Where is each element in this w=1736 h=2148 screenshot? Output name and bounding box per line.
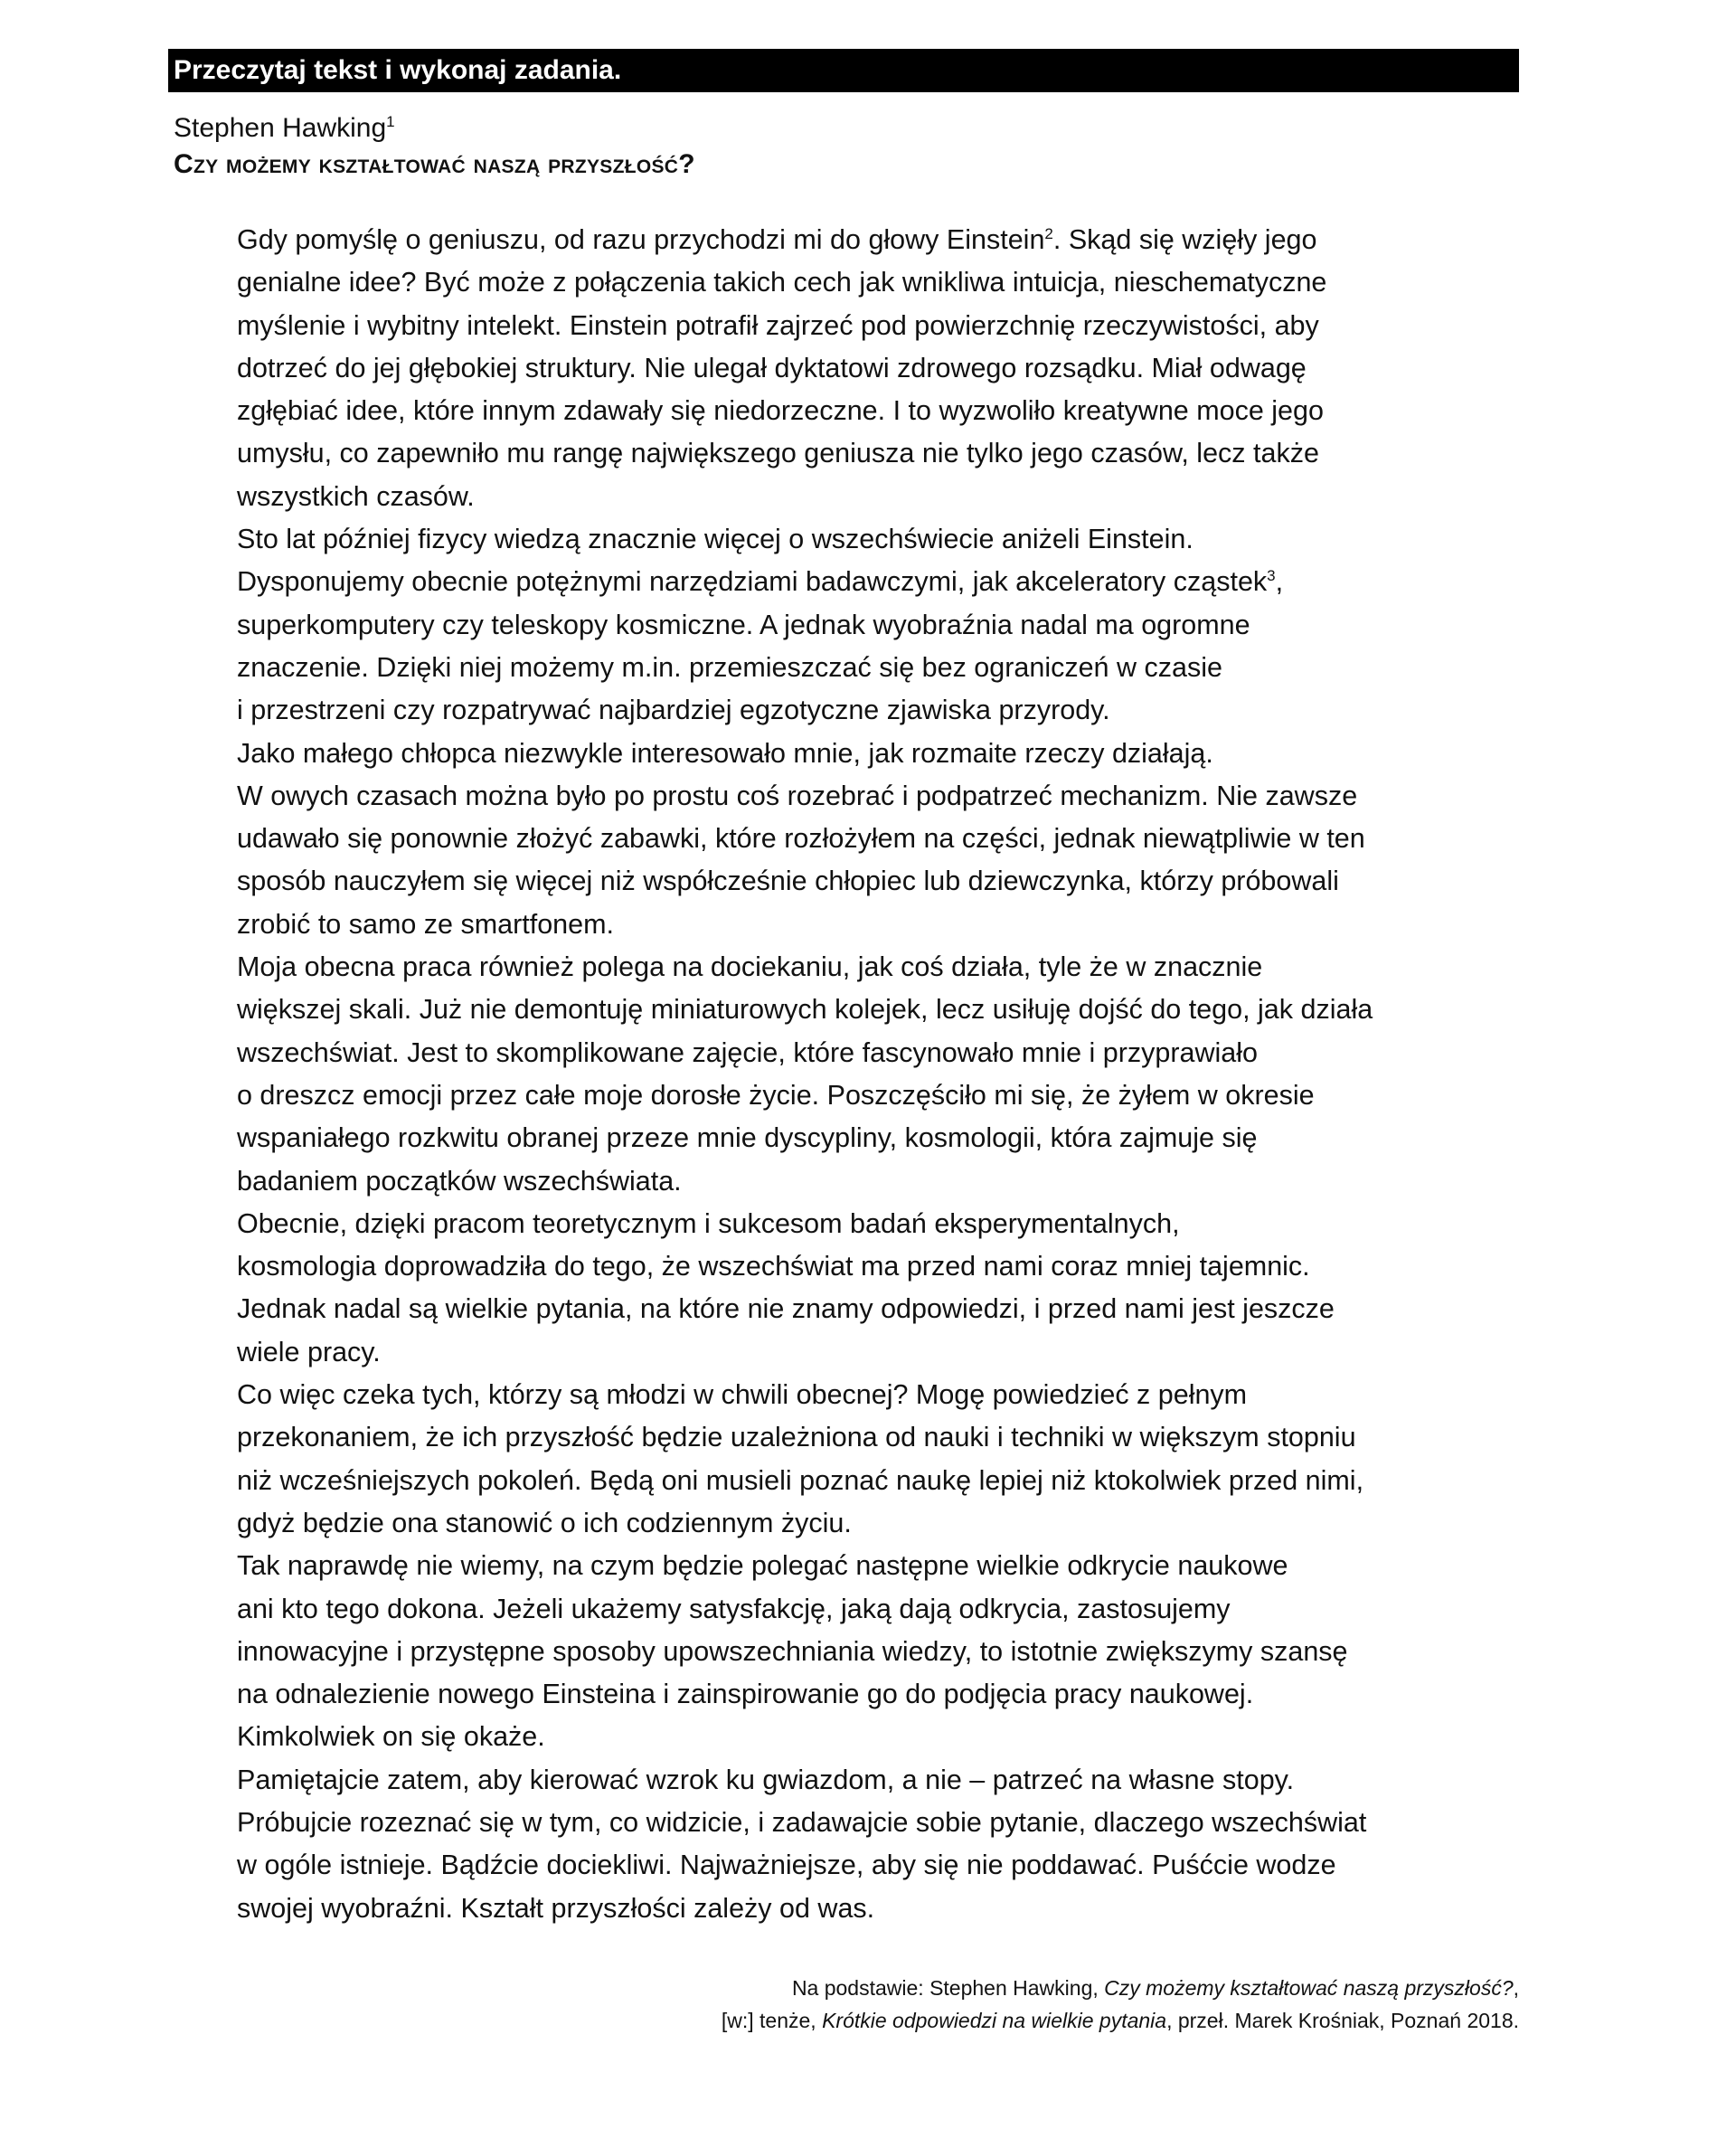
instruction-banner — [168, 49, 1519, 92]
text-line: Jako małego chłopca niezwykle interesowało mnie, jak rozmaite rzeczy działają. — [237, 737, 1213, 769]
text-line: myślenie i wybitny intelekt. Einstein potrafił zajrzeć pod powierzchnię rzeczywistości, aby — [237, 309, 1319, 341]
text-line: wszechświat. Jest to skomplikowane zajęcie, które fascynowało mnie i przyprawiało — [237, 1036, 1258, 1068]
text-line: sposób nauczyłem się więcej niż współcześnie chłopiec lub dziewczynka, którzy próbowali — [237, 866, 1339, 897]
text-line: Kimkolwiek on się okaże. — [237, 1721, 545, 1753]
paragraph-2 — [174, 518, 1519, 732]
citation-line-2 — [168, 2004, 1519, 2037]
text-line: Próbujcie rozeznać się w tym, co widzicie, i zadawajcie sobie pytanie, dlaczego wszechświat — [237, 1806, 1367, 1838]
paragraph-3 — [174, 733, 1519, 946]
paragraph-5 — [174, 1203, 1519, 1374]
text-line: gdyż będzie ona stanowić o ich codziennym życiu. — [237, 1507, 852, 1538]
text-line: przekonaniem, że ich przyszłość będzie uzależniona od nauki i techniki w większym stopniu — [237, 1422, 1356, 1453]
text-line: wszystkich czasów. — [237, 480, 475, 512]
text-line: Tak naprawdę nie wiemy, na czym będzie polegać następne wielkie odkrycie naukowe — [237, 1550, 1288, 1582]
paragraph-7 — [174, 1545, 1519, 1758]
text-line: wiele pracy. — [237, 1336, 381, 1367]
citation-line-1 — [168, 1972, 1519, 2004]
paragraph-4 — [174, 946, 1519, 1203]
text-line: zgłębiać idee, które innym zdawały się niedorzeczne. I to wyzwoliło kreatywne moce jego — [237, 395, 1324, 427]
text-line: wspaniałego rozkwitu obranej przeze mnie dyscypliny, kosmologii, która zajmuje się — [237, 1122, 1258, 1154]
text-segment: . Skąd się wzięły jego — [1052, 224, 1317, 255]
text-line: znaczenie. Dzięki niej możemy m.in. przemieszczać się bez ograniczeń w czasie — [237, 651, 1222, 683]
text-line: umysłu, co zapewniło mu rangę największego geniusza nie tylko jego czasów, lecz także — [237, 438, 1319, 469]
author-line — [174, 110, 1519, 147]
text-segment: Gdy pomyślę o geniuszu, od razu przychodzi mi do głowy Einstein — [237, 224, 1045, 255]
text-line: dotrzeć do jej głębokiej struktury. Nie ulegał dyktatowi zdrowego rozsądku. Miał odwagę — [237, 352, 1307, 383]
text-line: niż wcześniejszych pokoleń. Będą oni musieli poznać naukę lepiej niż ktokolwiek przed nimi, — [237, 1464, 1364, 1496]
citation-book-title: Krótkie odpowiedzi na wielkie pytania — [822, 2008, 1167, 2032]
text-line — [174, 219, 1519, 261]
text-segment: Dysponujemy obecnie potężnymi narzędziami badawczymi, jak akceleratory cząstek — [237, 566, 1268, 598]
text-line: Pamiętajcie zatem, aby kierować wzrok ku gwiazdom, a nie – patrzeć na własne stopy. — [237, 1764, 1295, 1795]
text-line: innowacyjne i przystępne sposoby upowszechniania wiedzy, to istotnie zwiększymy szansę — [237, 1635, 1348, 1667]
citation-prefix: Na podstawie: Stephen Hawking, — [791, 1975, 1105, 2000]
text-line: w ogóle istnieje. Bądźcie dociekliwi. Najważniejsze, aby się nie poddawać. Puśćcie wodze — [237, 1850, 1336, 1881]
text-line: o dreszcz emocji przez całe moje dorosłe życie. Poszczęściło mi się, że żyłem w okresie — [237, 1079, 1315, 1111]
text-line: W owych czasach można było po prostu coś rozebrać i podpatrzeć mechanizm. Nie zawsze — [237, 780, 1358, 811]
author-footnote-marker: 1 — [386, 113, 395, 130]
text-line: Sto lat później fizycy wiedzą znacznie więcej o wszechświecie aniżeli Einstein. — [237, 524, 1194, 555]
article-body — [174, 219, 1519, 1930]
footnote-marker: 2 — [1044, 224, 1053, 242]
text-line: badaniem początków wszechświata. — [237, 1165, 682, 1197]
author-name: Stephen Hawking — [174, 113, 387, 143]
source-citation — [168, 1972, 1519, 2037]
footnote-marker: 3 — [1267, 567, 1276, 585]
text-line: Moja obecna praca również polega na dociekaniu, jak coś działa, tyle że w znacznie — [237, 951, 1263, 983]
text-line: Co więc czeka tych, którzy są młodzi w chwili obecnej? Mogę powiedzieć z pełnym — [237, 1379, 1248, 1411]
text-line: Obecnie, dzięki pracom teoretycznym i sukcesom badań eksperymentalnych, — [237, 1207, 1180, 1239]
citation-suffix: , przeł. Marek Krośniak, Poznań 2018. — [1166, 2008, 1519, 2032]
text-line: swojej wyobraźni. Kształt przyszłości zależy od was. — [237, 1892, 875, 1924]
text-line: zrobić to samo ze smartfonem. — [237, 908, 614, 940]
text-line: genialne idee? Być może z połączenia takich cech jak wnikliwa intuicja, nieschematyczne — [237, 267, 1327, 298]
text-line: superkomputery czy teleskopy kosmiczne. A jednak wyobraźnia nadal ma ogromne — [237, 609, 1250, 640]
paragraph-1 — [174, 219, 1519, 518]
text-line: Jednak nadal są wielkie pytania, na które nie znamy odpowiedzi, i przed nami jest jeszcze — [237, 1293, 1335, 1325]
instruction-text: Przeczytaj tekst i wykonaj zadania. — [174, 55, 622, 85]
citation-suffix: , — [1513, 1975, 1519, 2000]
text-line — [174, 561, 1519, 603]
text-line: kosmologia doprowadziła do tego, że wszechświat ma przed nami coraz mniej tajemnic. — [237, 1251, 1310, 1282]
citation-prefix: [w:] tenże, — [721, 2008, 823, 2032]
text-line: udawało się ponownie złożyć zabawki, które rozłożyłem na części, jednak niewątpliwie w ten — [237, 823, 1365, 855]
text-line: i przestrzeni czy rozpatrywać najbardziej egzotyczne zjawiska przyrody. — [237, 695, 1110, 726]
citation-title: Czy możemy kształtować naszą przyszłość? — [1104, 1975, 1514, 2000]
text-segment: , — [1275, 566, 1284, 598]
text-line: na odnalezienie nowego Einsteina i zainspirowanie go do podjęcia pracy naukowej. — [237, 1679, 1254, 1710]
paragraph-6 — [174, 1374, 1519, 1545]
text-line: większej skali. Już nie demontuję miniaturowych kolejek, lecz usiłuję dojść do tego, jak działa — [237, 994, 1373, 1026]
document-page — [168, 49, 1519, 2037]
paragraph-8 — [174, 1759, 1519, 1930]
text-line: ani kto tego dokona. Jeżeli ukażemy satysfakcję, jaką dają odkrycia, zastosujemy — [237, 1593, 1231, 1624]
article-title: Czy możemy kształtować naszą przyszłość? — [174, 149, 695, 179]
